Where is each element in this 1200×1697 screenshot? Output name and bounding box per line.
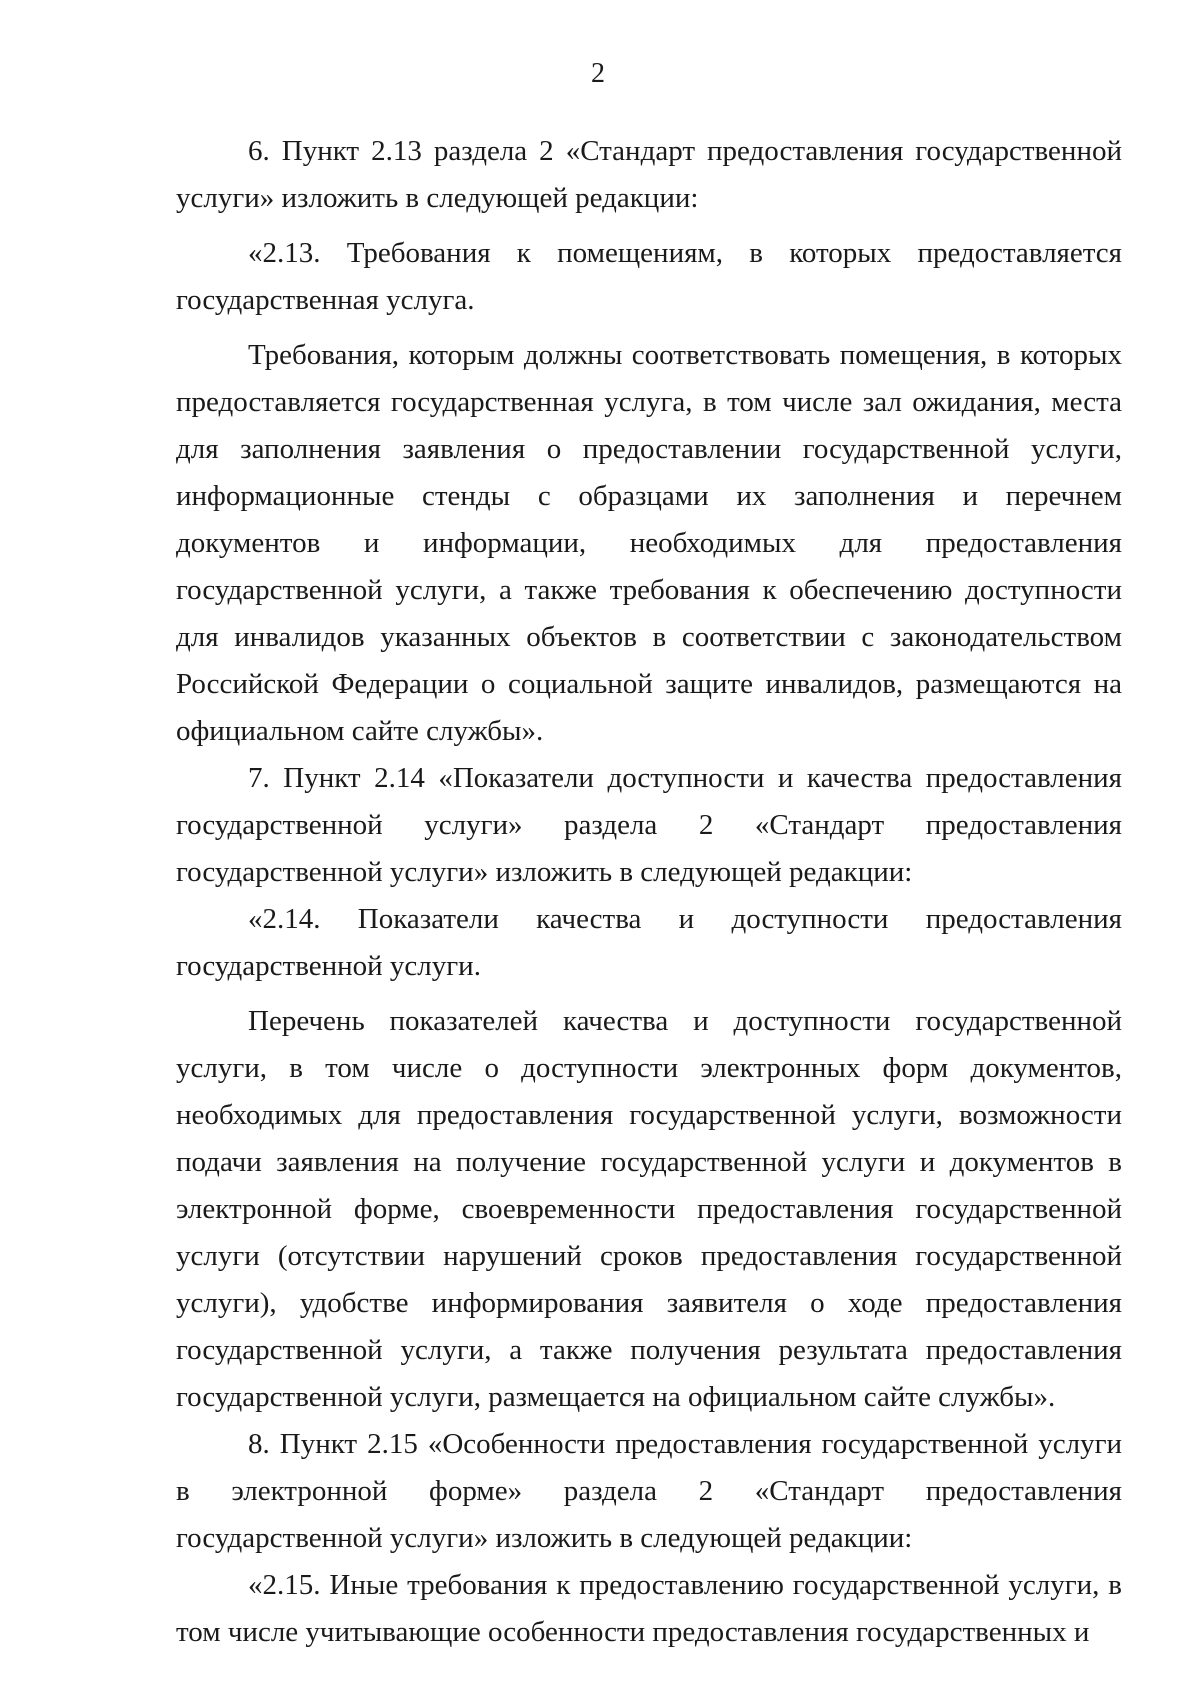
page-number: 2: [591, 58, 605, 89]
paragraph-2-13-heading: «2.13. Требования к помещениям, в которых предоставляется государственная услуга.: [176, 237, 1122, 316]
paragraph-item-7: 7. Пункт 2.14 «Показатели доступности и качества предоставления государственной услуги» раздела 2 «Стандарт предоставления государственной услуги» изложить в следующей редакции:: [176, 762, 1122, 888]
paragraph-item-8: 8. Пункт 2.15 «Особенности предоставления государственной услуги в электронной форме» раздела 2 «Стандарт предоставления государственной услуги» изложить в следующей редакции:: [176, 1428, 1122, 1554]
paragraph-2-13-body: Требования, которым должны соответствовать помещения, в которых предоставляется государственная услуга, в том числе зал ожидания, места для заполнения заявления о предоставлении государственной услуги, информационные стенды с образцами их заполнения и перечнем документов и информации, необходимых для предоставления государственной услуги, а также требования к обеспечению доступности для инвалидов указанных объектов в соответствии с законодательством Российской Федерации о социальной защите инвалидов, размещаются на официальном сайте службы».: [176, 339, 1122, 747]
paragraph-2-14-heading: «2.14. Показатели качества и доступности предоставления государственной услуги.: [176, 903, 1122, 982]
paragraph-2-15-heading: «2.15. Иные требования к предоставлению государственной услуги, в том числе учитывающие особенности предоставления государственных и: [176, 1569, 1122, 1648]
document-body: [176, 128, 1122, 1656]
paragraph-item-6: 6. Пункт 2.13 раздела 2 «Стандарт предоставления государственной услуги» изложить в следующей редакции:: [176, 135, 1122, 214]
paragraph-2-14-body: Перечень показателей качества и доступности государственной услуги, в том числе о доступности электронных форм документов, необходимых для предоставления государственной услуги, возможности подачи заявления на получение государственной услуги и документов в электронной форме, своевременности предоставления государственной услуги (отсутствии нарушений сроков предоставления государственной услуги), удобстве информирования заявителя о ходе предоставления государственной услуги, а также получения результата предоставления государственной услуги, размещается на официальном сайте службы».: [176, 1005, 1122, 1413]
